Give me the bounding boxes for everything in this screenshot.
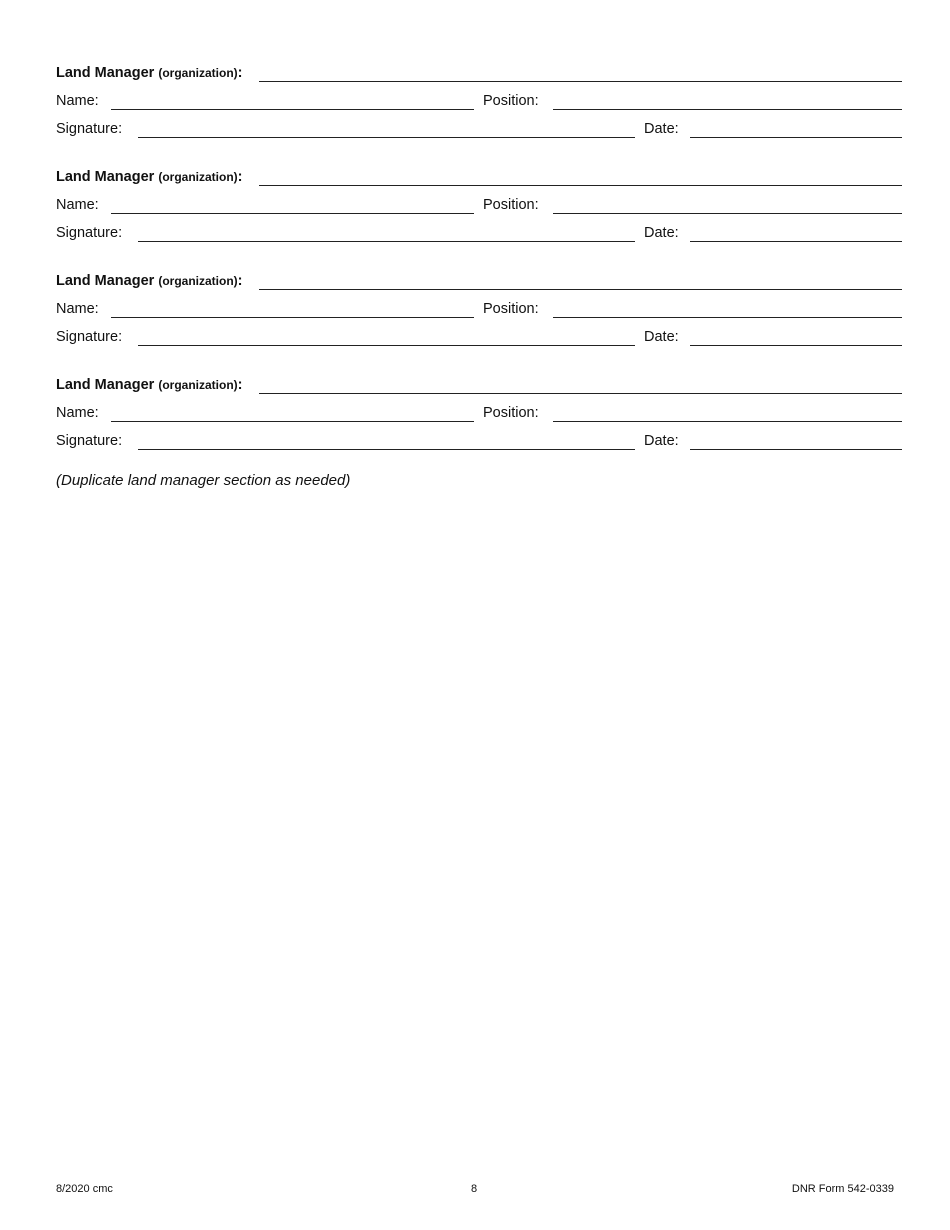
land-manager-row [56, 270, 902, 292]
land-manager-section-4 [56, 374, 902, 464]
signature-date-row [56, 326, 902, 348]
date-field[interactable] [690, 137, 902, 138]
position-label: Position: [483, 301, 539, 317]
name-field[interactable] [111, 421, 474, 422]
name-label: Name: [56, 197, 99, 213]
signature-date-row [56, 222, 902, 244]
signature-label: Signature: [56, 329, 123, 345]
name-position-row [56, 402, 902, 424]
date-field[interactable] [690, 345, 902, 346]
footer-form-id: DNR Form 542-0339 [791, 1183, 894, 1195]
signature-date-row [56, 430, 902, 452]
signature-field[interactable] [138, 241, 635, 242]
land-manager-label: Land Manager (organization): [56, 377, 243, 393]
land-manager-row [56, 166, 902, 188]
land-manager-section-2 [56, 166, 902, 256]
name-label: Name: [56, 301, 99, 317]
name-label: Name: [56, 405, 99, 421]
signature-label: Signature: [56, 121, 123, 137]
position-label: Position: [483, 93, 539, 109]
name-position-row [56, 194, 902, 216]
land-manager-row [56, 374, 902, 396]
position-field[interactable] [553, 109, 902, 110]
name-field[interactable] [111, 109, 474, 110]
land-manager-section-1 [56, 62, 902, 152]
name-position-row [56, 90, 902, 112]
footer-revision: 8/2020 cmc [56, 1183, 113, 1195]
land-manager-label: Land Manager (organization): [56, 273, 243, 289]
position-field[interactable] [553, 421, 902, 422]
date-field[interactable] [690, 241, 902, 242]
signature-label: Signature: [56, 225, 123, 241]
signature-date-row [56, 118, 902, 140]
name-field[interactable] [111, 317, 474, 318]
land-manager-field[interactable] [259, 185, 902, 186]
name-field[interactable] [111, 213, 474, 214]
land-manager-field[interactable] [259, 81, 902, 82]
land-manager-label: Land Manager (organization): [56, 169, 243, 185]
date-label: Date: [644, 121, 679, 137]
land-manager-section-3 [56, 270, 902, 360]
duplicate-section-note: (Duplicate land manager section as needed) [56, 472, 351, 489]
land-manager-row [56, 62, 902, 84]
land-manager-label: Land Manager (organization): [56, 65, 243, 81]
land-manager-field[interactable] [259, 393, 902, 394]
signature-field[interactable] [138, 449, 635, 450]
date-field[interactable] [690, 449, 902, 450]
date-label: Date: [644, 433, 679, 449]
footer-page-number: 8 [471, 1183, 478, 1195]
position-label: Position: [483, 405, 539, 421]
signature-field[interactable] [138, 137, 635, 138]
position-label: Position: [483, 197, 539, 213]
position-field[interactable] [553, 317, 902, 318]
date-label: Date: [644, 329, 679, 345]
land-manager-field[interactable] [259, 289, 902, 290]
signature-field[interactable] [138, 345, 635, 346]
signature-label: Signature: [56, 433, 123, 449]
position-field[interactable] [553, 213, 902, 214]
name-label: Name: [56, 93, 99, 109]
name-position-row [56, 298, 902, 320]
date-label: Date: [644, 225, 679, 241]
